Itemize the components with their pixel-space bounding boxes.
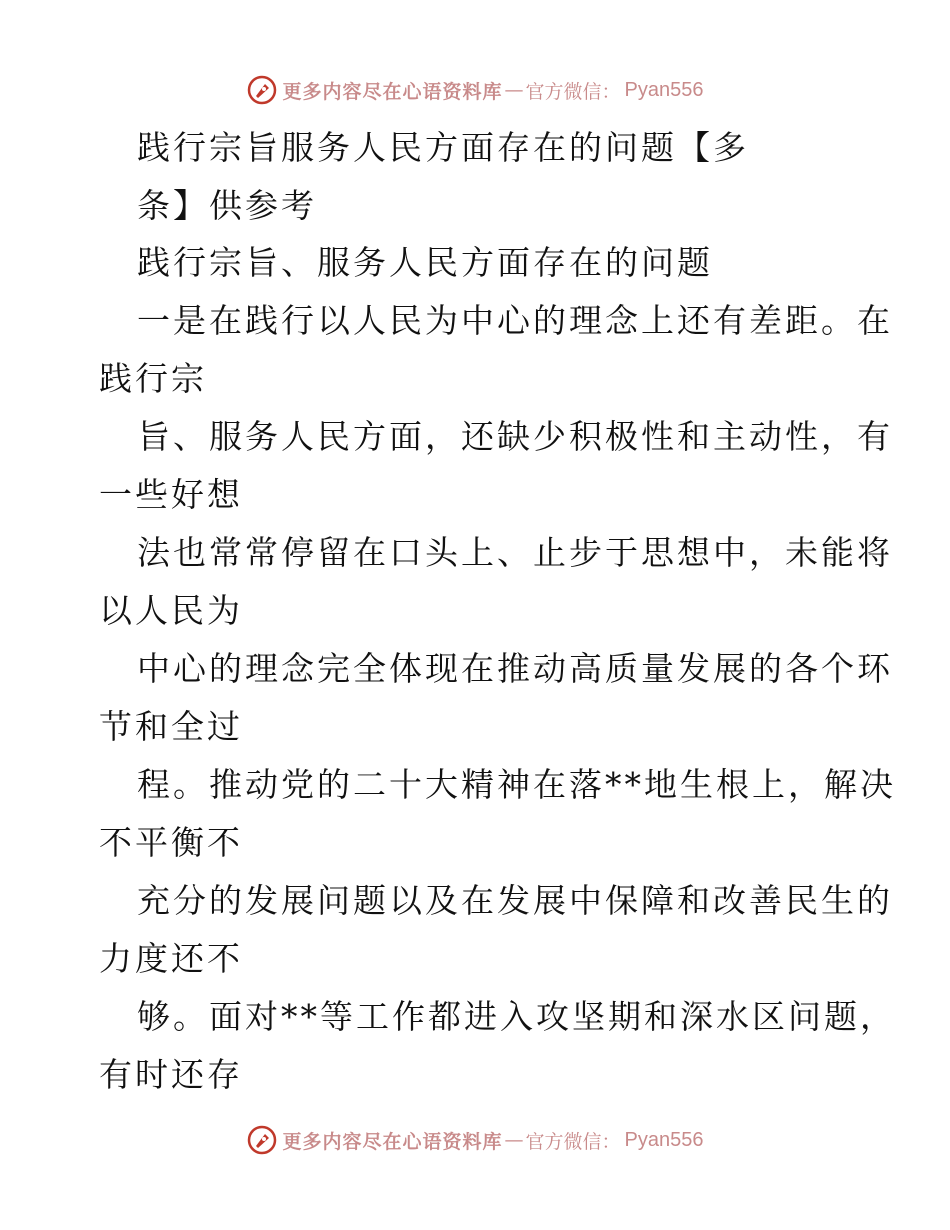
paragraph-line: 旨、服务人民方面，还缺少积极性和主动性，有 <box>137 417 893 456</box>
title-line-2: 条】供参考 <box>137 186 317 225</box>
paragraph-line: 程。推动党的二十大精神在落**地生根上，解决 <box>137 765 896 804</box>
banner-wechat-label: 官方微信： <box>525 80 621 103</box>
paragraph-line: 以人民为 <box>99 591 243 630</box>
banner-dash: — <box>504 1129 524 1151</box>
header-banner <box>0 70 950 110</box>
pen-nib-logo-icon <box>247 1125 277 1155</box>
paragraph-line: 一些好想 <box>99 475 243 514</box>
banner-wechat-id: Pyan556 <box>624 78 704 101</box>
footer-banner <box>0 1120 950 1160</box>
paragraph-line: 力度还不 <box>99 939 243 978</box>
paragraph-line: 有时还存 <box>99 1055 243 1094</box>
section-heading: 践行宗旨、服务人民方面存在的问题 <box>137 243 713 282</box>
banner-wechat-id: Pyan556 <box>624 1128 704 1151</box>
paragraph-line: 法也常常停留在口头上、止步于思想中，未能将 <box>137 533 893 572</box>
paragraph-line: 充分的发展问题以及在发展中保障和改善民生的 <box>137 881 893 920</box>
paragraph-line: 践行宗 <box>99 359 207 398</box>
paragraph-line: 中心的理念完全体现在推动高质量发展的各个环 <box>137 649 893 688</box>
paragraph-line: 一是在践行以人民为中心的理念上还有差距。在 <box>137 301 893 340</box>
banner-brand-text: 更多内容尽在心语资料库 <box>282 80 503 103</box>
paragraph-line: 够。面对**等工作都进入攻坚期和深水区问题， <box>137 997 896 1036</box>
title-line-1: 践行宗旨服务人民方面存在的问题【多 <box>137 128 749 167</box>
pen-nib-logo-icon <box>247 75 277 105</box>
banner-brand-text: 更多内容尽在心语资料库 <box>282 1130 503 1153</box>
banner-wechat-label: 官方微信： <box>525 1130 621 1153</box>
paragraph-line: 节和全过 <box>99 707 243 746</box>
paragraph-line: 不平衡不 <box>99 823 243 862</box>
banner-dash: — <box>504 79 524 101</box>
